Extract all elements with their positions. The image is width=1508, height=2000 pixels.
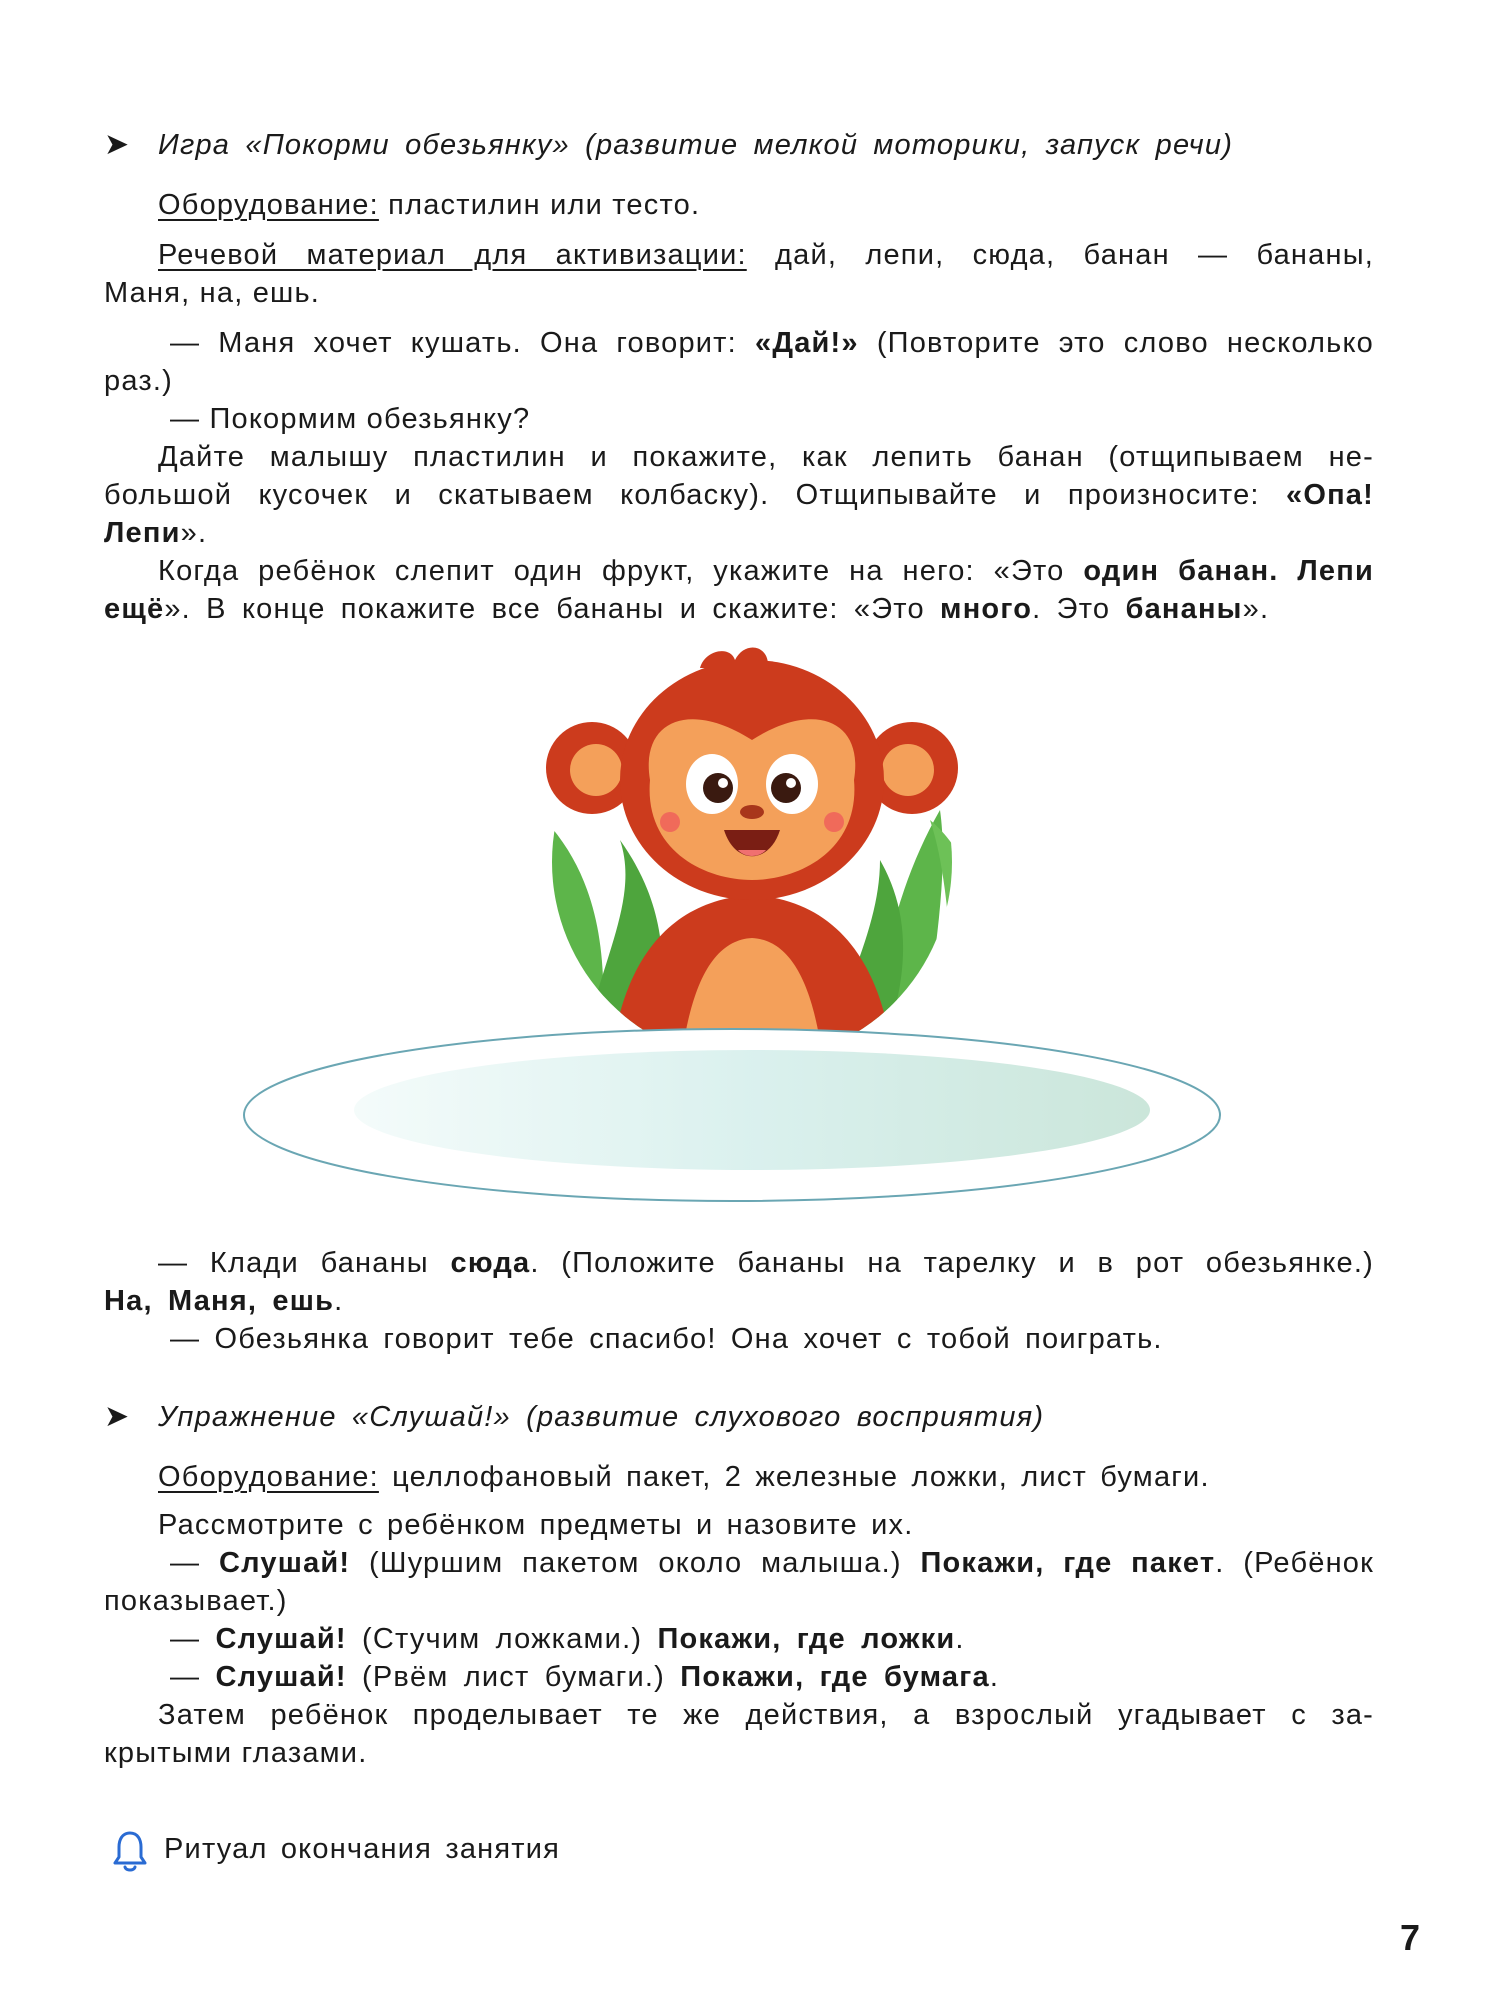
- paragraph-cont: показывает.): [104, 1585, 288, 1617]
- text: —: [170, 1661, 216, 1693]
- paragraph: Рассмотрите с ребёнком предметы и назовите их.: [158, 1509, 914, 1541]
- paragraph: — Обезьянка говорит тебе спасибо! Она хочет с тобой поиграть.: [170, 1323, 1163, 1355]
- bold-text: Покажи, где ложки: [657, 1623, 956, 1655]
- paragraph-cont: крытыми глазами.: [104, 1737, 368, 1769]
- text: — Маня хочет кушать. Она говорит:: [170, 327, 755, 359]
- text: — Клади бананы: [158, 1247, 451, 1279]
- paragraph: [170, 1658, 1440, 1696]
- text: (Рвём лист бумаги.): [346, 1661, 681, 1693]
- bold-text: Покажи, где пакет: [920, 1547, 1216, 1579]
- page-number: 7: [1400, 1917, 1421, 1958]
- equipment-value: пластилин или тесто.: [388, 189, 701, 221]
- paragraph: — Покормим обезьянку?: [170, 403, 531, 435]
- text: —: [170, 1623, 216, 1655]
- paragraph-cont: [104, 1282, 1374, 1320]
- bell-icon: [112, 1829, 148, 1873]
- text: . (Положите бананы на тарелку и в рот обезьянке.): [530, 1247, 1374, 1279]
- text: Когда ребёнок слепит один фрукт, укажите на него: «Это: [158, 555, 1084, 587]
- bold-text: «Дай!»: [755, 327, 859, 359]
- bold-text: Слушай!: [218, 1547, 351, 1579]
- text: ».: [180, 517, 208, 549]
- speech-label: Речевой материал для активизации:: [158, 239, 747, 271]
- bold-text: На, Маня, ешь: [104, 1285, 335, 1317]
- bold-text: сюда: [450, 1247, 531, 1279]
- speech-value-cont: Маня, на, ешь.: [104, 277, 321, 309]
- bold-text: Слушай!: [215, 1623, 347, 1655]
- paragraph: Затем ребёнок проделывает те же действия, а взрослый угадывает с за-: [158, 1699, 1374, 1731]
- bold-text: бананы: [1125, 593, 1243, 625]
- text: (Повторите это слово несколько: [858, 327, 1374, 359]
- paragraph: Дайте малышу пластилин и покажите, как лепить банан (отщипываем не-: [158, 441, 1374, 473]
- paragraph: [170, 1620, 1440, 1658]
- paragraph-cont: раз.): [104, 365, 173, 397]
- bold-text: Слушай!: [215, 1661, 347, 1693]
- bold-text: много: [940, 593, 1033, 625]
- paragraph: [170, 1544, 1374, 1582]
- bold-text: один банан. Лепи: [1083, 555, 1374, 587]
- section2-title: Упражнение «Слушай!» (развитие слухового восприятия): [158, 1401, 1045, 1433]
- bold-text: «Опа!: [1286, 479, 1374, 511]
- text: —: [170, 1547, 219, 1579]
- arrow-bullet-icon: ➤: [104, 1400, 130, 1433]
- paragraph: [158, 1244, 1374, 1282]
- equipment-value: целлофановый пакет, 2 железные ложки, лист бумаги.: [392, 1461, 1210, 1493]
- text: .: [989, 1661, 1000, 1693]
- speech-value: дай, лепи, сюда, банан — бананы,: [775, 239, 1374, 271]
- bold-text: Лепи: [104, 517, 181, 549]
- text: . (Ребёнок: [1215, 1547, 1375, 1579]
- text: (Шуршим пакетом около малыша.): [350, 1547, 921, 1579]
- text: .: [955, 1623, 965, 1655]
- section2-equipment: [158, 1458, 1210, 1496]
- bold-text: Покажи, где бумага: [680, 1661, 990, 1693]
- ritual-label: Ритуал окончания занятия: [164, 1833, 561, 1865]
- text: ».: [1242, 593, 1270, 625]
- section1-title: Игра «Покорми обезьянку» (развитие мелкой моторики, запуск речи): [158, 129, 1234, 161]
- text: . Это: [1032, 593, 1126, 625]
- text: большой кусочек и скатываем колбаску). Отщипывайте и произносите:: [104, 479, 1286, 511]
- text: .: [334, 1285, 344, 1317]
- equipment-label: Оборудование:: [158, 189, 379, 221]
- arrow-bullet-icon: ➤: [104, 128, 130, 161]
- text: ». В конце покажите все бананы и скажите: «Это: [164, 593, 941, 625]
- bold-text: ещё: [104, 593, 165, 625]
- equipment-label: Оборудование:: [158, 1461, 379, 1493]
- text: (Стучим ложками.): [346, 1623, 658, 1655]
